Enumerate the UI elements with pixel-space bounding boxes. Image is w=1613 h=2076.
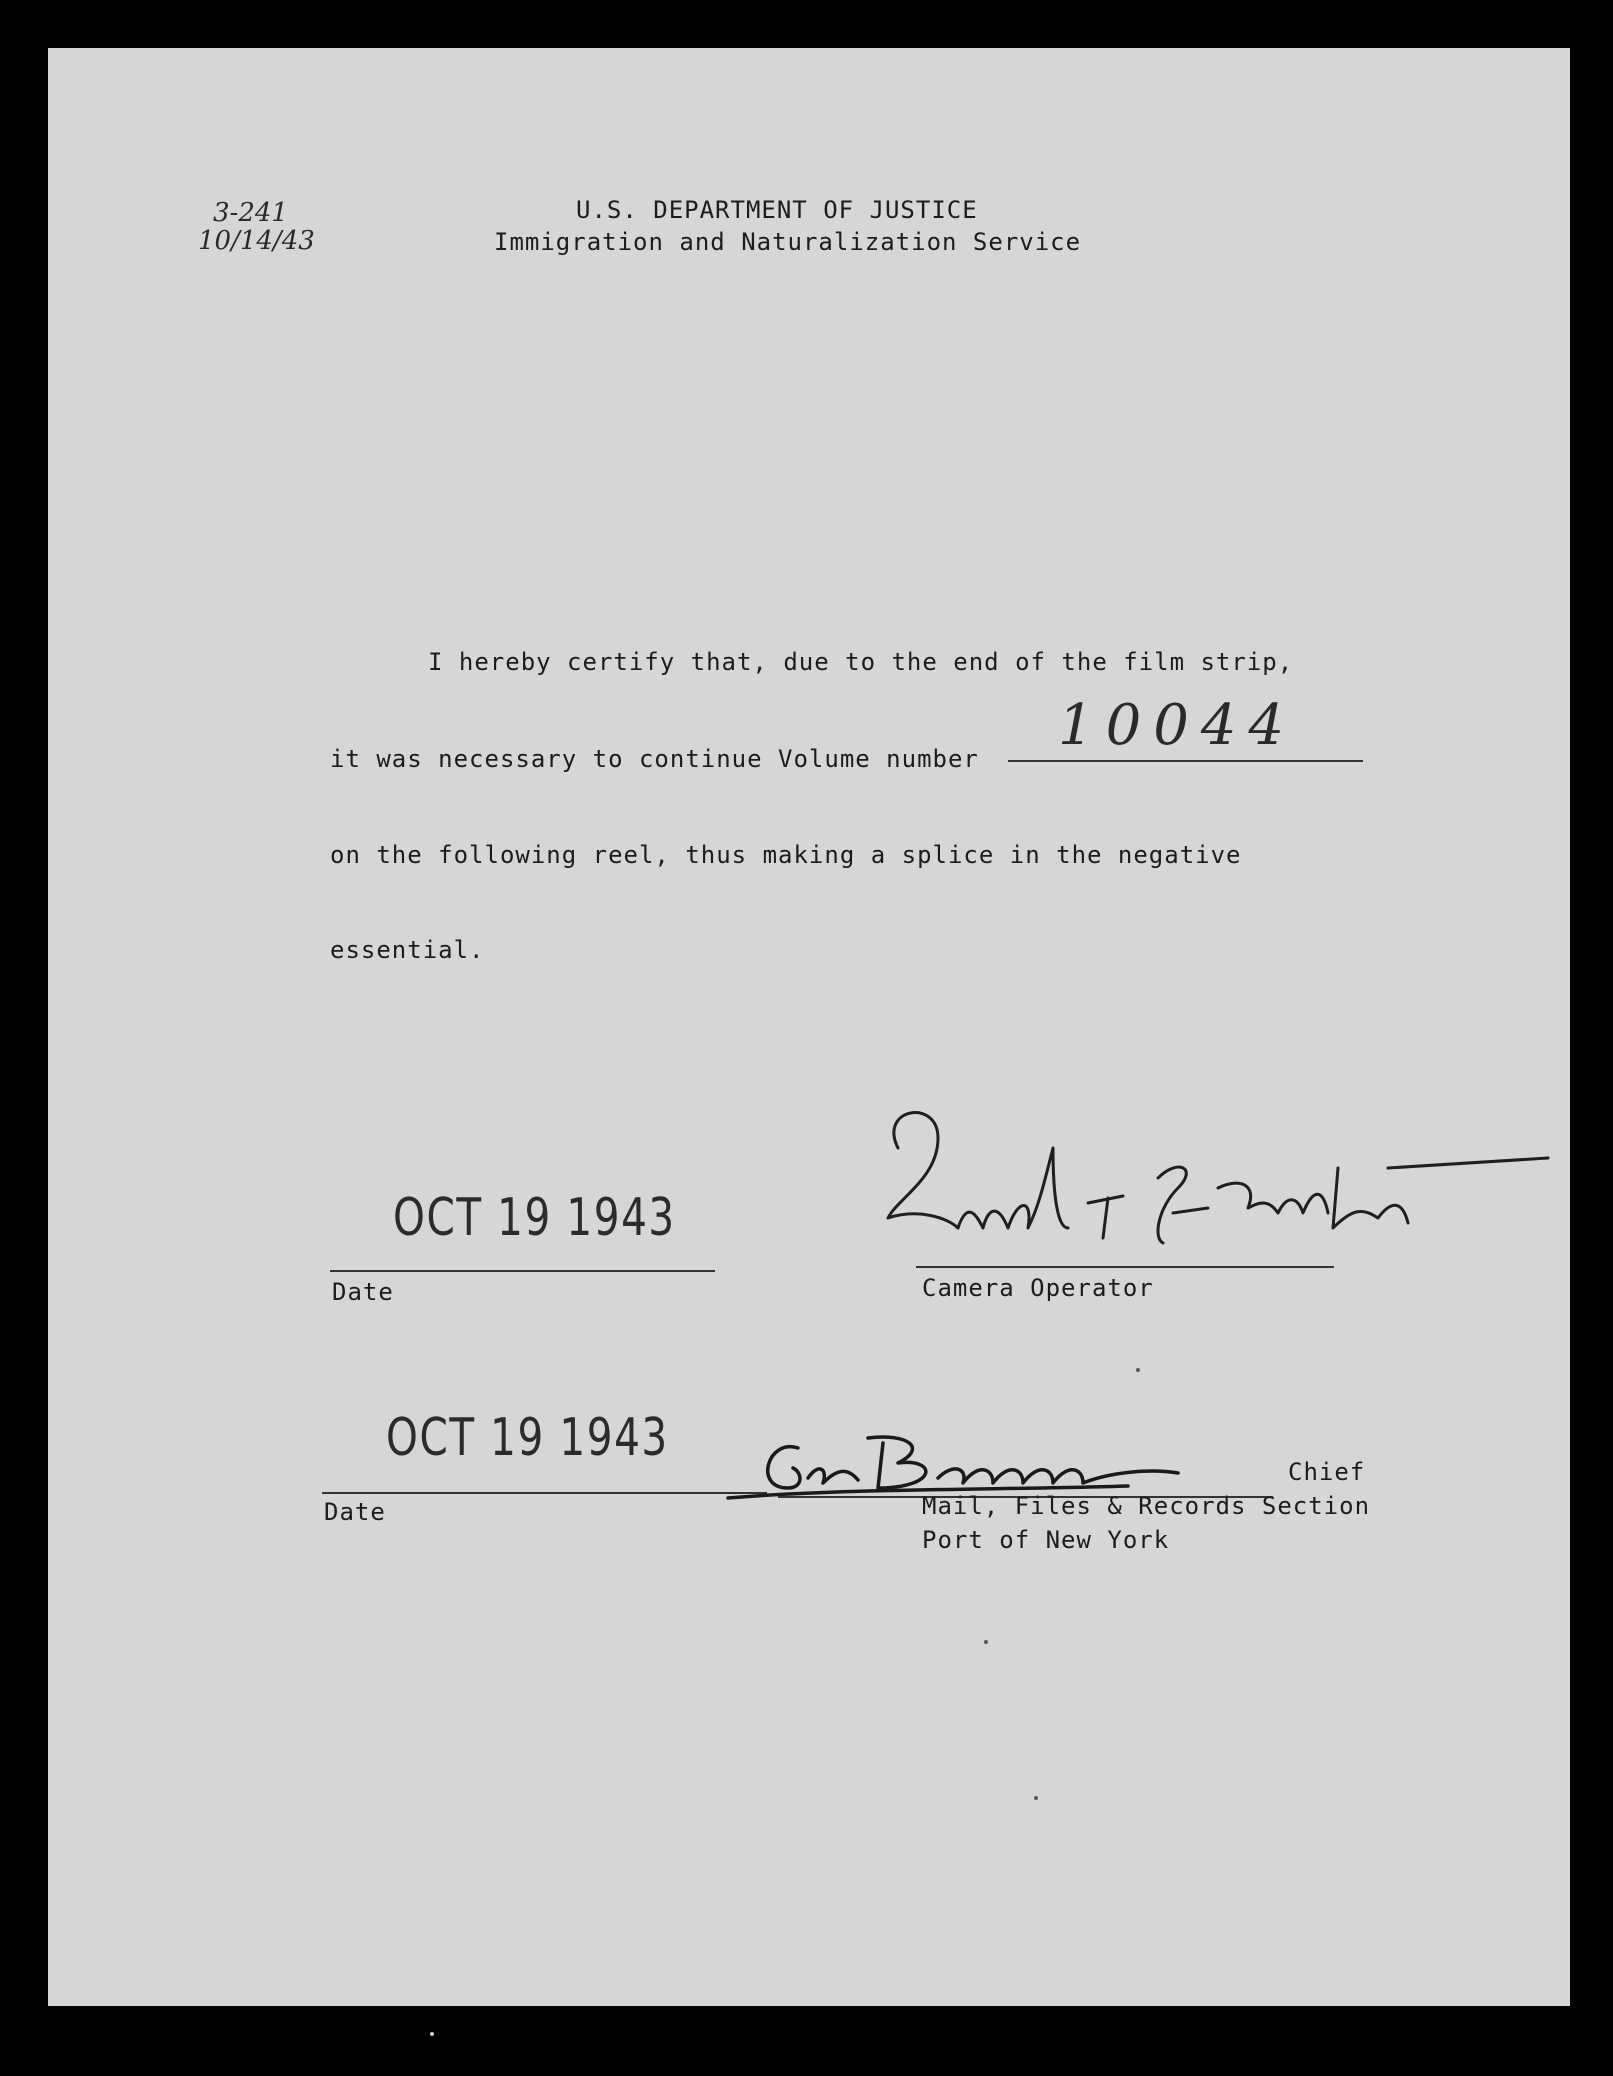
camera-operator-line xyxy=(916,1266,1334,1268)
camera-date-label: Date xyxy=(332,1278,394,1306)
chief-date-label: Date xyxy=(324,1498,386,1526)
chief-title: Chief xyxy=(1288,1458,1366,1486)
camera-operator-label: Camera Operator xyxy=(922,1274,1154,1302)
scan-speck xyxy=(984,1640,988,1644)
volume-number: 10044 xyxy=(1058,693,1297,758)
chief-date-stamp: OCT 19 1943 xyxy=(386,1408,669,1468)
scan-speck xyxy=(1136,1368,1140,1372)
body-line-3: on the following reel, thus making a splice in the negative xyxy=(330,841,1242,869)
camera-date-line xyxy=(330,1270,715,1272)
chief-date-line xyxy=(322,1492,767,1494)
port-title: Port of New York xyxy=(922,1526,1170,1554)
scan-speck xyxy=(1034,1796,1038,1800)
section-title: Mail, Files & Records Section xyxy=(922,1492,1371,1520)
body-line-2: it was necessary to continue Volume number xyxy=(330,745,979,773)
document-page xyxy=(48,48,1570,2006)
body-line-1: I hereby certify that, due to the end of the film strip, xyxy=(428,648,1294,676)
form-date: 10/14/43 xyxy=(198,226,315,256)
camera-operator-signature xyxy=(858,1088,1558,1288)
scan-speck xyxy=(430,2032,434,2036)
body-line-4: essential. xyxy=(330,936,485,964)
form-number: 3-241 xyxy=(213,198,288,228)
camera-date-stamp: OCT 19 1943 xyxy=(393,1188,676,1248)
volume-number-line xyxy=(1008,760,1363,762)
agency-heading: U.S. DEPARTMENT OF JUSTICE xyxy=(576,196,978,224)
service-heading: Immigration and Naturalization Service xyxy=(494,228,1082,256)
